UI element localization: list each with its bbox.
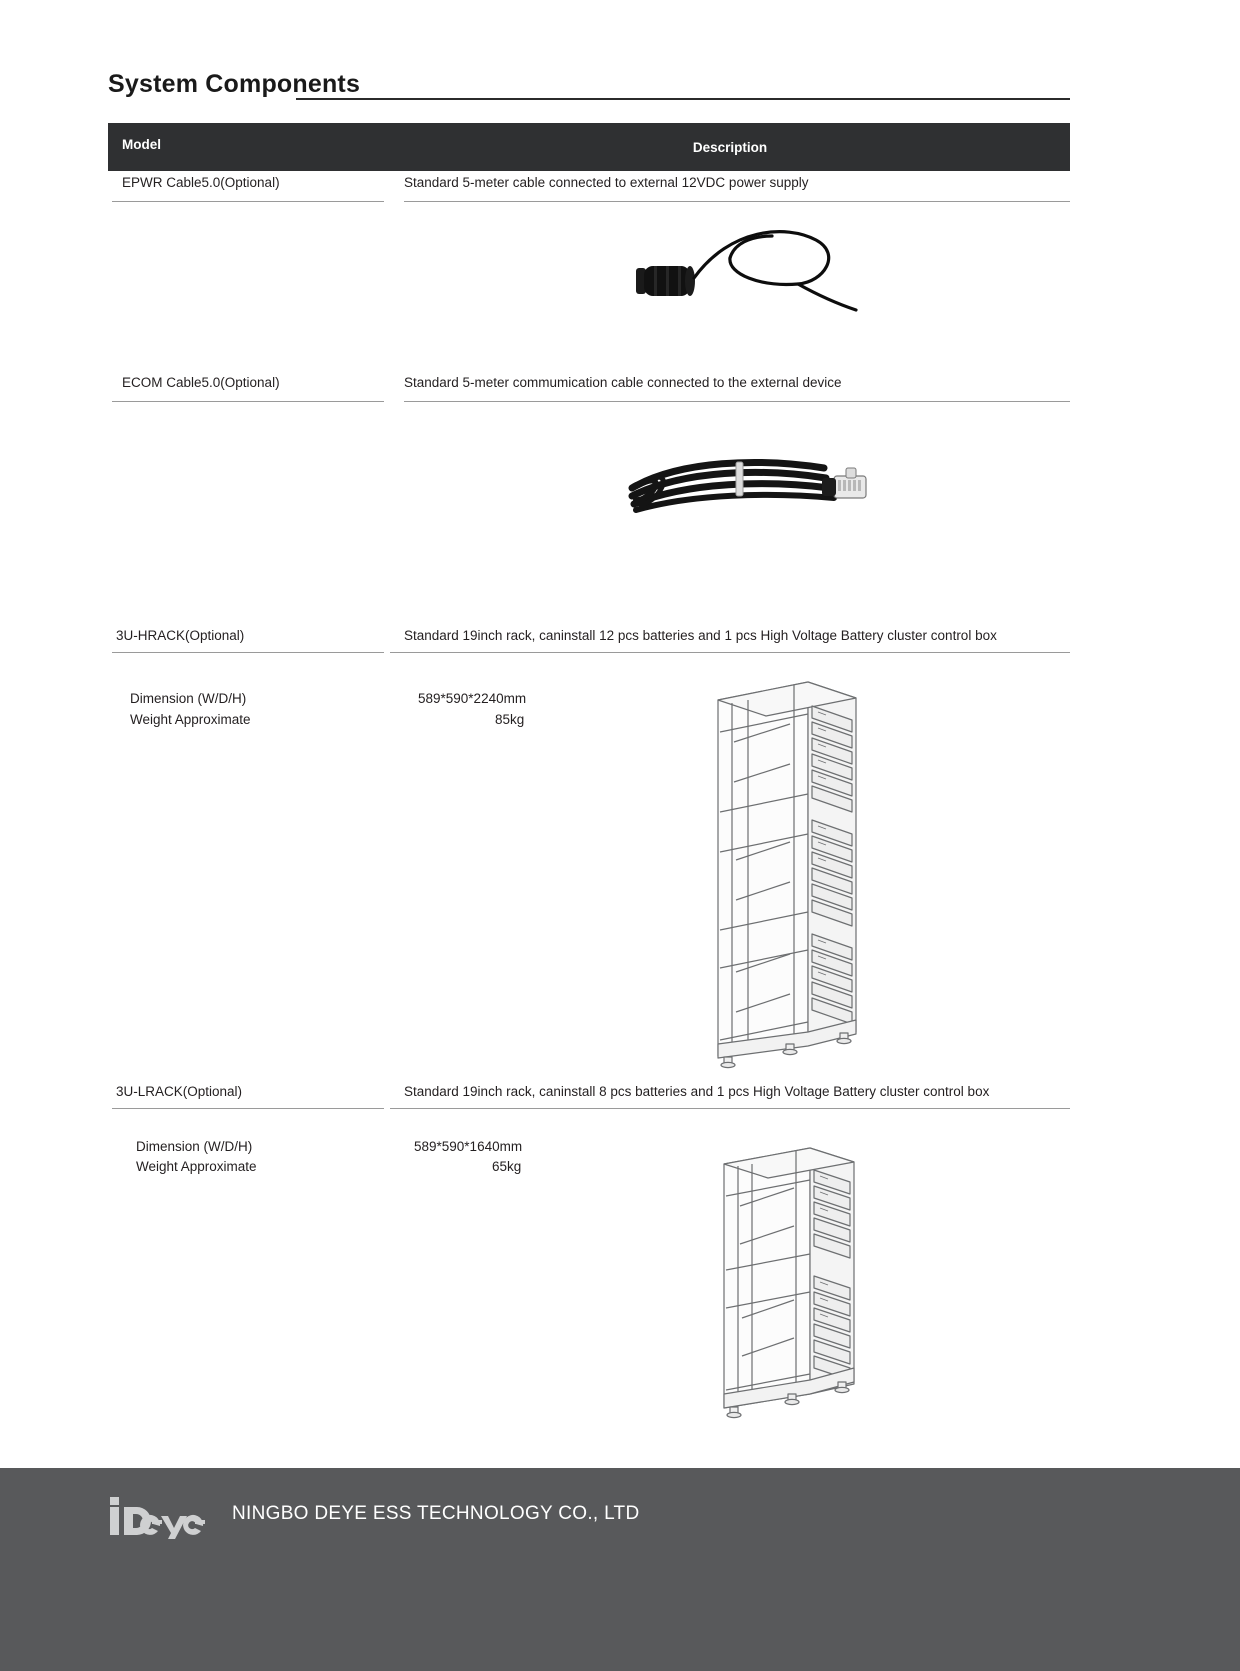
spec-label-hrack-dimension: Dimension (W/D/H): [130, 691, 247, 706]
title-underline: [296, 98, 1070, 100]
column-header-model: Model: [122, 137, 161, 152]
table-row-description-hrack: Standard 19inch rack, caninstall 12 pcs batteries and 1 pcs High Voltage Battery cluster control box: [404, 628, 997, 643]
table-row-model-ecom: ECOM Cable5.0(Optional): [122, 375, 280, 390]
footer-company-name: NINGBO DEYE ESS TECHNOLOGY CO., LTD: [232, 1503, 640, 1524]
row-divider-model-ecom: [112, 401, 384, 402]
row-divider-description-ecom: [404, 401, 1070, 402]
spec-value-lrack-weight: 65kg: [492, 1159, 522, 1174]
spec-value-hrack-dimension: 589*590*2240mm: [418, 691, 527, 706]
spec-label-hrack-weight: Weight Approximate: [130, 712, 251, 727]
page-footer: [0, 1468, 1240, 1671]
table-row-description-epwr: Standard 5-meter cable connected to external 12VDC power supply: [404, 175, 809, 190]
table-row-description-ecom: Standard 5-meter commumication cable connected to the external device: [404, 375, 842, 390]
column-header-description: Description: [692, 140, 768, 155]
row-divider-description-lrack: [390, 1108, 1070, 1109]
spec-label-lrack-weight: Weight Approximate: [136, 1159, 257, 1174]
table-row-model-hrack: 3U-HRACK(Optional): [116, 628, 245, 643]
tall-rack-drawing: [690, 672, 890, 1072]
table-row-model-lrack: 3U-LRACK(Optional): [116, 1084, 243, 1099]
communication-cable-photo: [610, 440, 920, 540]
table-header-bar: [108, 123, 1070, 171]
page-title: System Components: [108, 70, 361, 98]
row-divider-description-epwr: [404, 201, 1070, 202]
row-divider-model-hrack: [112, 652, 384, 653]
deye-logo-icon: [108, 1495, 228, 1539]
power-cable-photo: [610, 222, 910, 342]
row-divider-description-hrack: [390, 652, 1070, 653]
table-row-description-lrack: Standard 19inch rack, caninstall 8 pcs batteries and 1 pcs High Voltage Battery cluster control box: [404, 1084, 990, 1099]
row-divider-model-epwr: [112, 201, 384, 202]
page-title-block: [108, 68, 1070, 110]
table-row-model-epwr: EPWR Cable5.0(Optional): [122, 175, 280, 190]
components-table: [108, 123, 1070, 171]
short-rack-drawing: [700, 1140, 880, 1420]
spec-label-lrack-dimension: Dimension (W/D/H): [136, 1139, 253, 1154]
row-divider-model-lrack: [112, 1108, 384, 1109]
spec-value-hrack-weight: 85kg: [495, 712, 525, 727]
spec-value-lrack-dimension: 589*590*1640mm: [414, 1139, 523, 1154]
